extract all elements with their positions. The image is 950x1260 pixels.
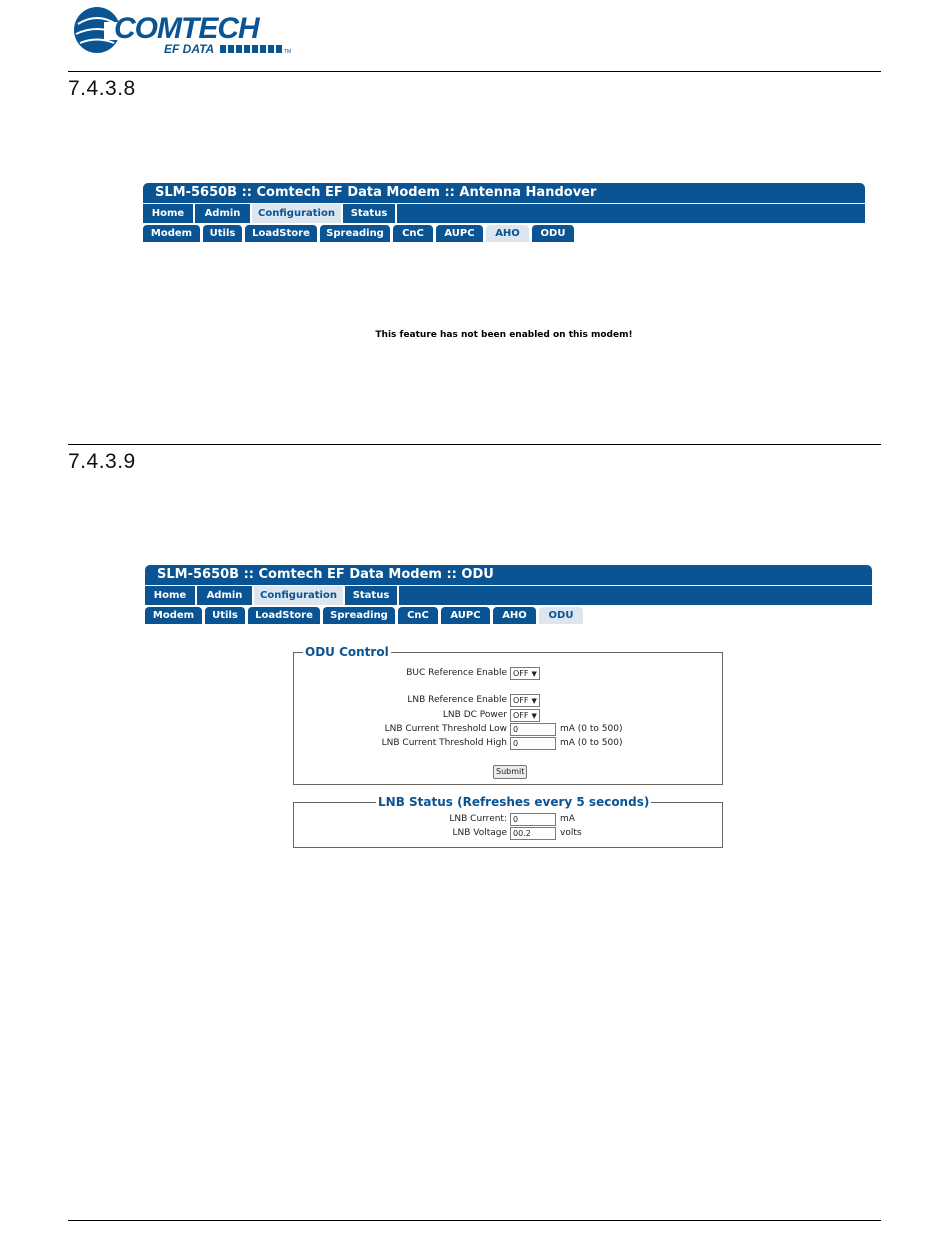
lnb-reference-row <box>294 694 722 707</box>
main-nav <box>145 585 872 605</box>
buc-reference-label: BUC Reference Enable <box>406 668 507 678</box>
panel-title: SLM-5650B :: Comtech EF Data Modem :: ODU <box>145 565 872 585</box>
section-number-aho: 7.4.3.8 <box>68 77 136 100</box>
odu-control-fieldset <box>293 645 723 785</box>
logo-sub: EF DATA <box>164 42 215 56</box>
tab-spreading[interactable]: Spreading <box>323 607 395 624</box>
threshold-high-label: LNB Current Threshold High <box>381 738 507 748</box>
lnb-reference-label: LNB Reference Enable <box>407 695 507 705</box>
odu-control-legend: ODU Control <box>305 645 389 659</box>
section-rule <box>68 444 881 445</box>
section-number-odu: 7.4.3.9 <box>68 450 136 473</box>
lnb-dc-power-select[interactable]: OFF ▼ <box>510 709 540 722</box>
lnb-current-value: 0 <box>510 813 556 826</box>
tab-utils[interactable]: Utils <box>205 607 245 624</box>
tab-odu[interactable]: ODU <box>539 607 583 624</box>
footer-rule <box>68 1220 881 1221</box>
lnb-dc-power-label: LNB DC Power <box>442 710 507 720</box>
tab-cnc[interactable]: CnC <box>393 225 433 242</box>
nav-status[interactable]: Status <box>343 204 397 223</box>
nav-configuration[interactable]: Configuration <box>254 586 345 605</box>
threshold-high-unit: mA (0 to 500) <box>560 738 623 748</box>
threshold-high-input[interactable]: 0 <box>510 737 556 750</box>
buc-reference-row <box>294 667 722 680</box>
tab-odu[interactable]: ODU <box>532 225 574 242</box>
feature-disabled-notice: This feature has not been enabled on this modem! <box>375 330 633 340</box>
comtech-logo <box>70 4 300 58</box>
lnb-voltage-label: LNB Voltage <box>452 828 507 838</box>
logo-tm: TM <box>284 49 292 55</box>
chevron-down-icon: ▼ <box>531 670 537 678</box>
tab-aupc[interactable]: AUPC <box>436 225 483 242</box>
nav-status[interactable]: Status <box>345 586 399 605</box>
tab-cnc[interactable]: CnC <box>398 607 438 624</box>
lnb-voltage-value: 00.2 <box>510 827 556 840</box>
odu-modem-panel <box>145 565 872 624</box>
sub-nav <box>145 607 872 624</box>
lnb-current-unit: mA <box>560 814 575 824</box>
threshold-low-input[interactable]: 0 <box>510 723 556 736</box>
nav-home[interactable]: Home <box>145 586 197 605</box>
nav-admin[interactable]: Admin <box>195 204 252 223</box>
lnb-voltage-unit: volts <box>560 828 582 838</box>
main-nav <box>143 203 865 223</box>
threshold-low-unit: mA (0 to 500) <box>560 724 623 734</box>
lnb-reference-select[interactable]: OFF ▼ <box>510 694 540 707</box>
nav-configuration[interactable]: Configuration <box>252 204 343 223</box>
lnb-voltage-row <box>294 827 722 840</box>
panel-title: SLM-5650B :: Comtech EF Data Modem :: Antenna Handover <box>143 183 865 203</box>
sub-nav <box>143 225 865 242</box>
tab-utils[interactable]: Utils <box>203 225 242 242</box>
lnb-status-fieldset <box>293 795 723 848</box>
threshold-low-row <box>294 723 722 736</box>
lnb-current-row <box>294 813 722 826</box>
chevron-down-icon: ▼ <box>531 697 537 705</box>
submit-button[interactable]: Submit <box>493 765 527 779</box>
nav-home[interactable]: Home <box>143 204 195 223</box>
lnb-status-legend: LNB Status (Refreshes every 5 seconds) <box>378 795 650 809</box>
chevron-down-icon: ▼ <box>531 712 537 720</box>
tab-aho[interactable]: AHO <box>486 225 529 242</box>
threshold-low-label: LNB Current Threshold Low <box>384 724 507 734</box>
tab-aupc[interactable]: AUPC <box>441 607 490 624</box>
tab-loadstore[interactable]: LoadStore <box>248 607 320 624</box>
nav-admin[interactable]: Admin <box>197 586 254 605</box>
header-rule <box>68 71 881 72</box>
buc-reference-select[interactable]: OFF ▼ <box>510 667 540 680</box>
lnb-current-label: LNB Current: <box>449 814 507 824</box>
lnb-dc-power-row <box>294 709 722 722</box>
logo-main: COMTECH <box>114 12 259 45</box>
tab-aho[interactable]: AHO <box>493 607 536 624</box>
tab-loadstore[interactable]: LoadStore <box>245 225 317 242</box>
tab-modem[interactable]: Modem <box>143 225 200 242</box>
tab-modem[interactable]: Modem <box>145 607 202 624</box>
aho-modem-panel <box>143 183 865 242</box>
threshold-high-row <box>294 737 722 750</box>
tab-spreading[interactable]: Spreading <box>320 225 390 242</box>
